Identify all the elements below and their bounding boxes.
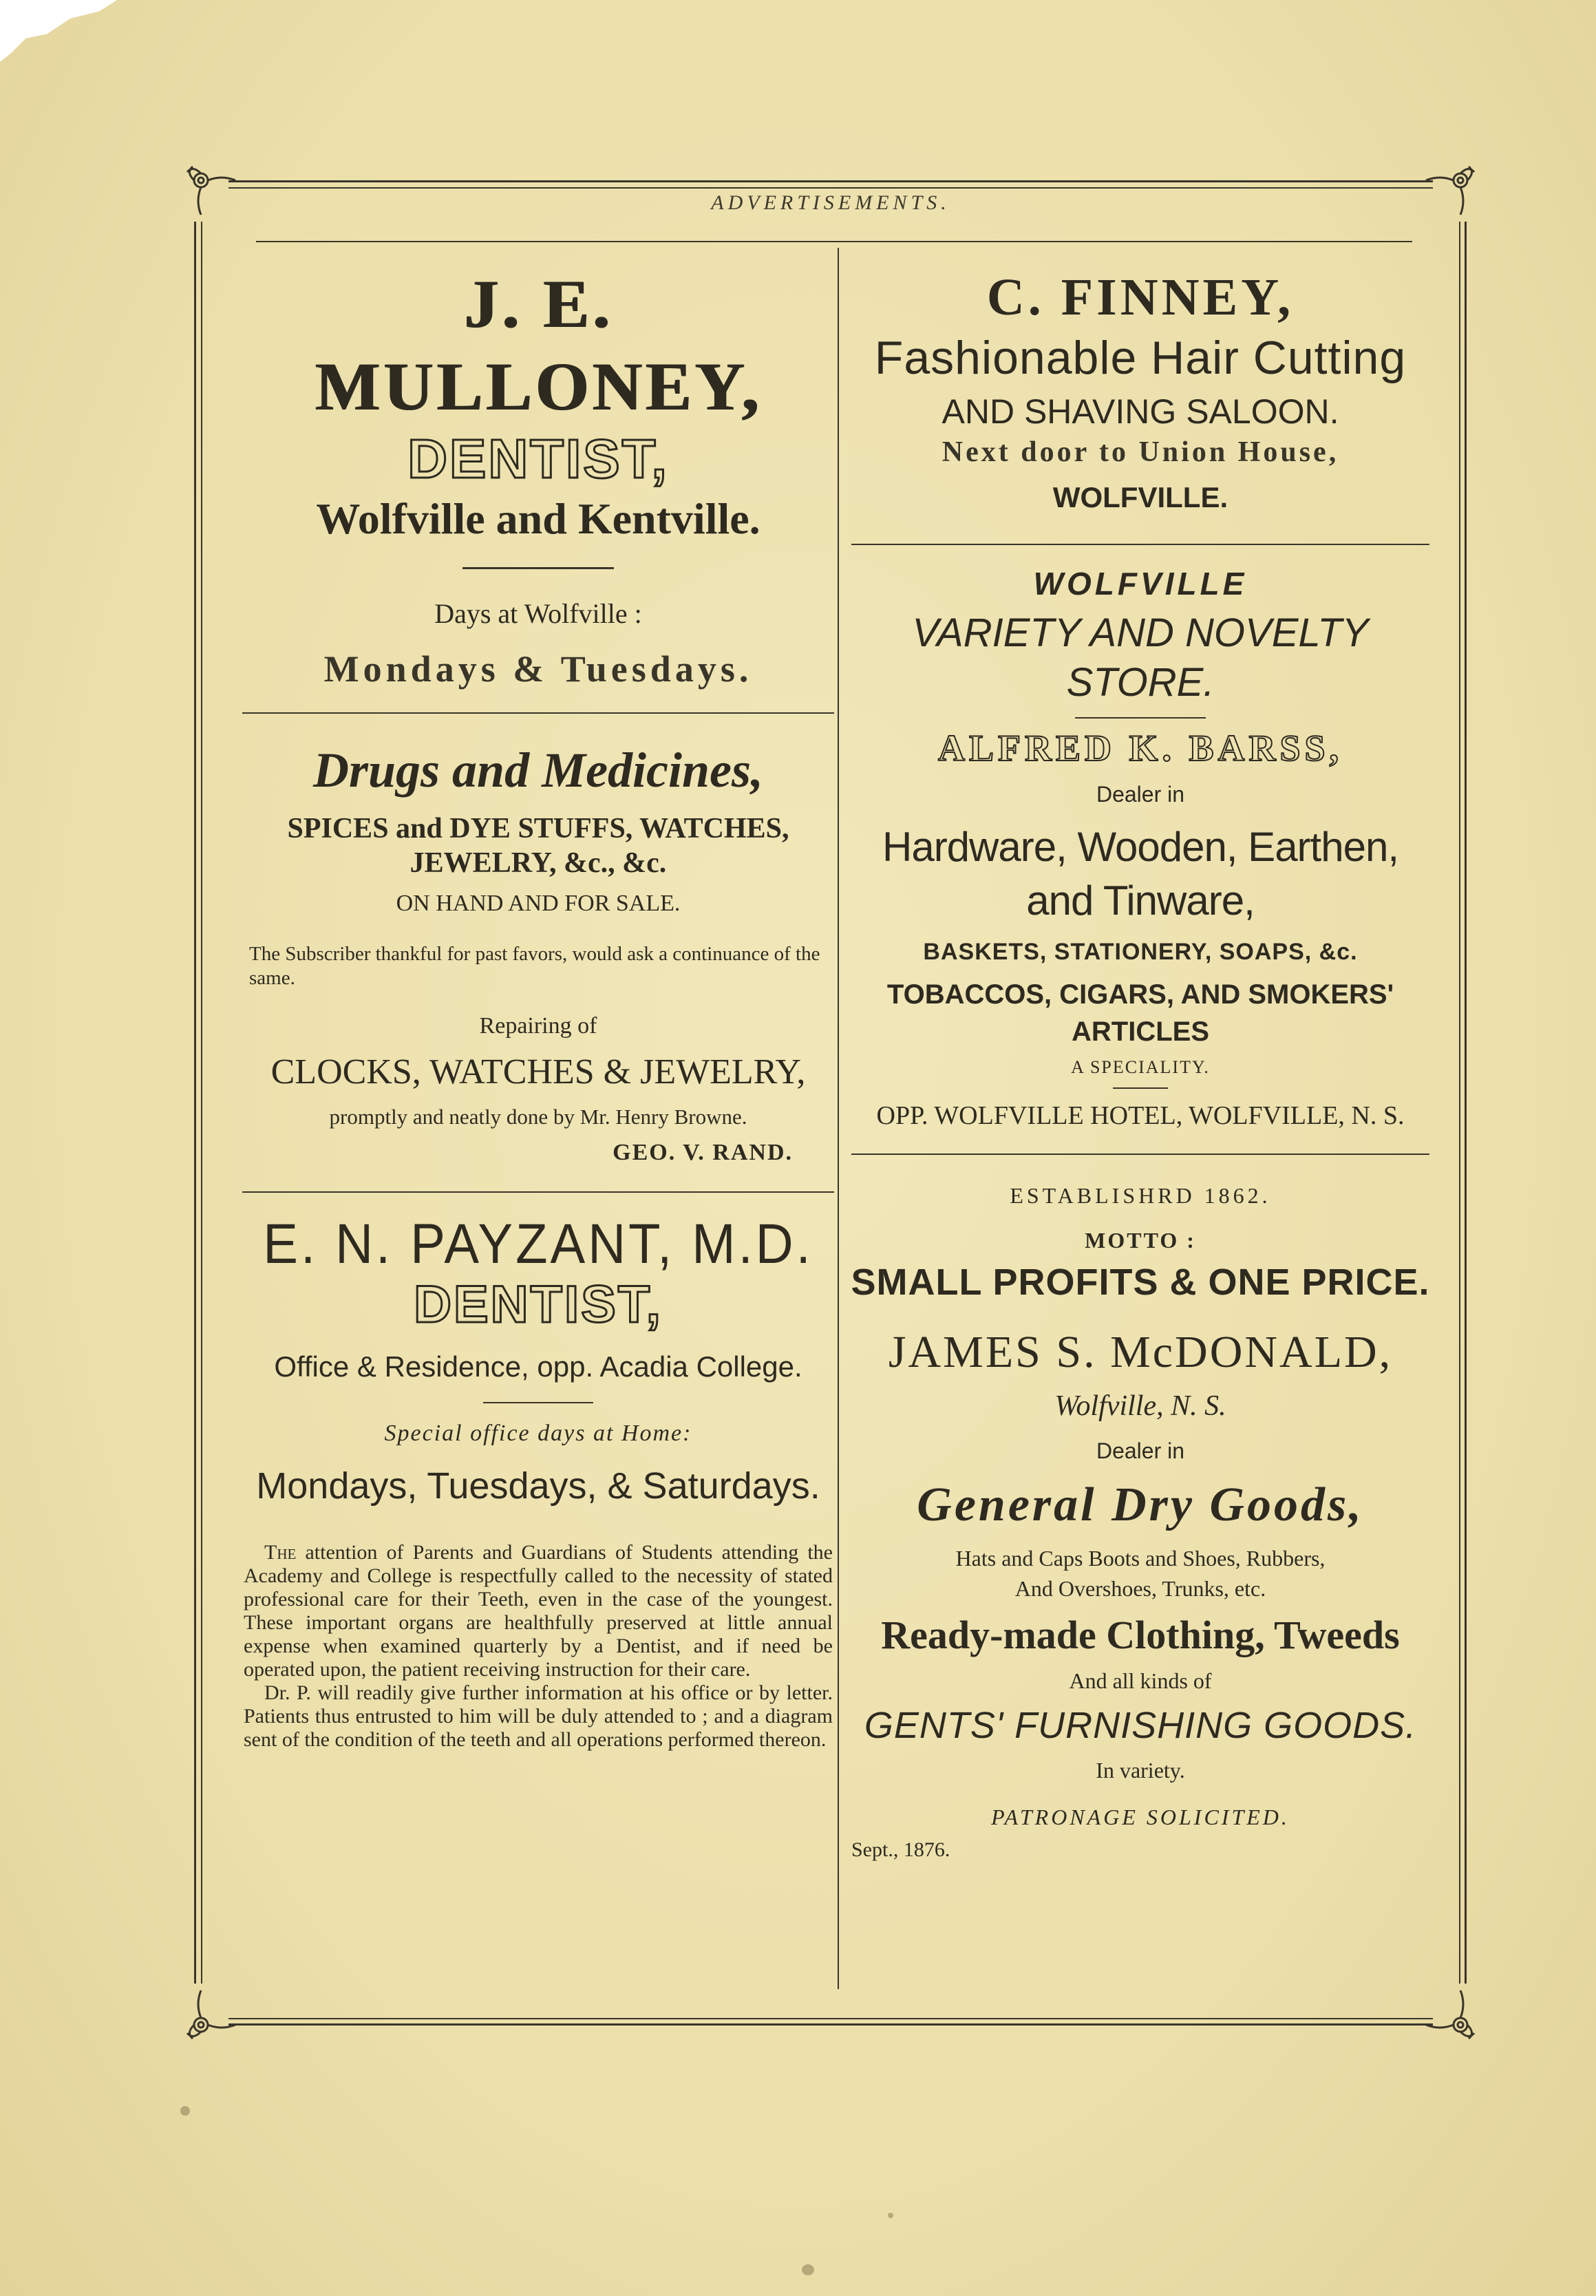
- separator: [242, 712, 834, 714]
- rand-signature: GEO. V. RAND.: [613, 1140, 793, 1165]
- barss-line-1: WOLFVILLE: [1033, 566, 1248, 602]
- right-border-inner: [1459, 222, 1460, 1984]
- corner-ornament-icon: [1422, 1986, 1481, 2045]
- column-divider: [838, 248, 839, 1989]
- mcdonald-date: Sept., 1876.: [851, 1838, 950, 1861]
- mcdonald-motto: SMALL PROFITS & ONE PRICE.: [851, 1262, 1430, 1303]
- finney-ad: [844, 264, 1436, 519]
- mcdonald-patronage: PATRONAGE SOLICITED.: [991, 1805, 1290, 1829]
- advertisement-frame: [180, 160, 1481, 2045]
- left-border-outer: [194, 222, 196, 1984]
- separator: [242, 1191, 834, 1193]
- mcdonald-items-2: And Overshoes, Trunks, etc.: [1014, 1576, 1266, 1601]
- left-border-inner: [201, 222, 202, 1984]
- mcdonald-gents: GENTS' FURNISHING GOODS.: [864, 1705, 1417, 1746]
- payzant-office: Office & Residence, opp. Acadia College.: [274, 1350, 802, 1383]
- rand-goods-2: JEWELRY, &c., &c.: [409, 847, 667, 879]
- right-column: [844, 242, 1436, 1864]
- barss-address: OPP. WOLFVILLE HOTEL, WOLFVILLE, N. S.: [876, 1101, 1405, 1130]
- barss-goods-1: Hardware, Wooden, Earthen, and Tinware,: [882, 824, 1398, 924]
- mulloney-days-label: Days at Wolfville :: [434, 598, 642, 629]
- rand-goods: SPICES and DYE STUFFS, WATCHES,: [287, 813, 789, 844]
- payzant-ad: [242, 1213, 834, 1752]
- finney-line-2: AND SHAVING SALOON.: [941, 392, 1339, 431]
- mulloney-title: DENTIST,: [407, 428, 669, 489]
- rand-ad: [242, 741, 834, 1168]
- page-header: ADVERTISEMENTS.: [711, 191, 950, 214]
- separator: [851, 1154, 1429, 1155]
- mcdonald-dealer: Dealer in: [1096, 1438, 1185, 1463]
- payzant-name: E. N. PAYZANT, M.D.: [263, 1212, 813, 1276]
- mcdonald-items-1: Hats and Caps Boots and Shoes, Rubbers,: [955, 1546, 1326, 1571]
- rand-on-hand: ON HAND AND FOR SALE.: [396, 891, 681, 916]
- mulloney-name: J. E. MULLONEY,: [315, 266, 762, 425]
- barss-ad: [844, 563, 1436, 1133]
- bottom-border-inner: [228, 2018, 1433, 2019]
- torn-corner: [0, 0, 117, 62]
- mcdonald-goods: General Dry Goods,: [917, 1478, 1364, 1531]
- paper-spot: [802, 2264, 814, 2275]
- mcdonald-clothing: Ready-made Clothing, Tweeds: [881, 1613, 1400, 1657]
- separator: [462, 567, 614, 569]
- finney-line-4: WOLFVILLE.: [1052, 481, 1228, 513]
- right-border-outer: [1465, 222, 1467, 1984]
- rand-repair-label: Repairing of: [479, 1013, 597, 1039]
- mcdonald-motto-label: MOTTO :: [1085, 1228, 1196, 1253]
- barss-name: ALFRED K. BARSS,: [937, 727, 1343, 769]
- finney-name: C. FINNEY,: [986, 268, 1295, 326]
- rand-repair-by: promptly and neatly done by Mr. Henry Browne.: [329, 1105, 747, 1129]
- separator: [851, 544, 1429, 545]
- paper-spot: [180, 2106, 190, 2116]
- payzant-paragraph-1: [244, 1541, 833, 1681]
- mcdonald-place: Wolfville, N. S.: [1054, 1390, 1226, 1422]
- finney-line-1: Fashionable Hair Cutting: [874, 332, 1407, 384]
- payzant-title: DENTIST,: [414, 1275, 663, 1334]
- payzant-days: Mondays, Tuesdays, & Saturdays.: [256, 1465, 820, 1507]
- barss-dealer: Dealer in: [1096, 782, 1185, 807]
- top-border-outer: [228, 180, 1433, 182]
- separator: [1113, 1087, 1168, 1089]
- separator: [1075, 717, 1206, 719]
- mcdonald-established: ESTABLISHRD 1862.: [1010, 1183, 1271, 1208]
- mulloney-ad: [242, 263, 834, 692]
- mcdonald-ad: [844, 1180, 1436, 1864]
- rand-repair-items: CLOCKS, WATCHES & JEWELRY,: [270, 1052, 806, 1092]
- paper-spot: [888, 2213, 893, 2218]
- mcdonald-variety: In variety.: [1096, 1758, 1185, 1783]
- top-border-inner: [228, 187, 1433, 189]
- separator: [483, 1402, 593, 1403]
- mulloney-days: Mondays & Tuesdays.: [323, 648, 753, 690]
- mulloney-location: Wolfville and Kentville.: [316, 494, 760, 543]
- barss-line-2: VARIETY AND NOVELTY STORE.: [912, 610, 1369, 705]
- payzant-paragraph-2: Dr. P. will readily give further information at his office or by letter. Patients thus entrusted to him will be duly attended to ; and a diagram sent of the condition of the teeth and all operations performed thereon.: [244, 1681, 833, 1751]
- payzant-special-days: Special office days at Home:: [384, 1421, 692, 1446]
- corner-ornament-icon: [180, 1986, 240, 2045]
- rand-thanks: The Subscriber thankful for past favors, would ask a continuance of the same.: [249, 943, 820, 989]
- bottom-border-outer: [228, 2023, 1433, 2026]
- left-column: [242, 242, 834, 1752]
- barss-goods-2: BASKETS, STATIONERY, SOAPS, &c.: [923, 939, 1358, 965]
- mcdonald-name: JAMES S. McDONALD,: [888, 1327, 1393, 1377]
- barss-speciality: A SPECIALITY.: [1071, 1057, 1210, 1077]
- payzant-para-body: attention of Parents and Guardians of Students attending the Academy and College is respectfully called to the necessity of stated professional care for their Teeth, even in the case of the youngest. These important organs are healthfully preserved at little annual expense when examined quarterly by a Dentist, and if need be operated upon, the patient receiving instruction for their care.: [244, 1541, 833, 1681]
- payzant-para-lead: The: [264, 1541, 297, 1564]
- mcdonald-all-kinds: And all kinds of: [1069, 1668, 1212, 1693]
- rand-heading: Drugs and Medicines,: [312, 743, 764, 798]
- finney-line-3: Next door to Union House,: [941, 436, 1339, 468]
- barss-goods-3: TOBACCOS, CIGARS, AND SMOKERS' ARTICLES: [886, 979, 1394, 1047]
